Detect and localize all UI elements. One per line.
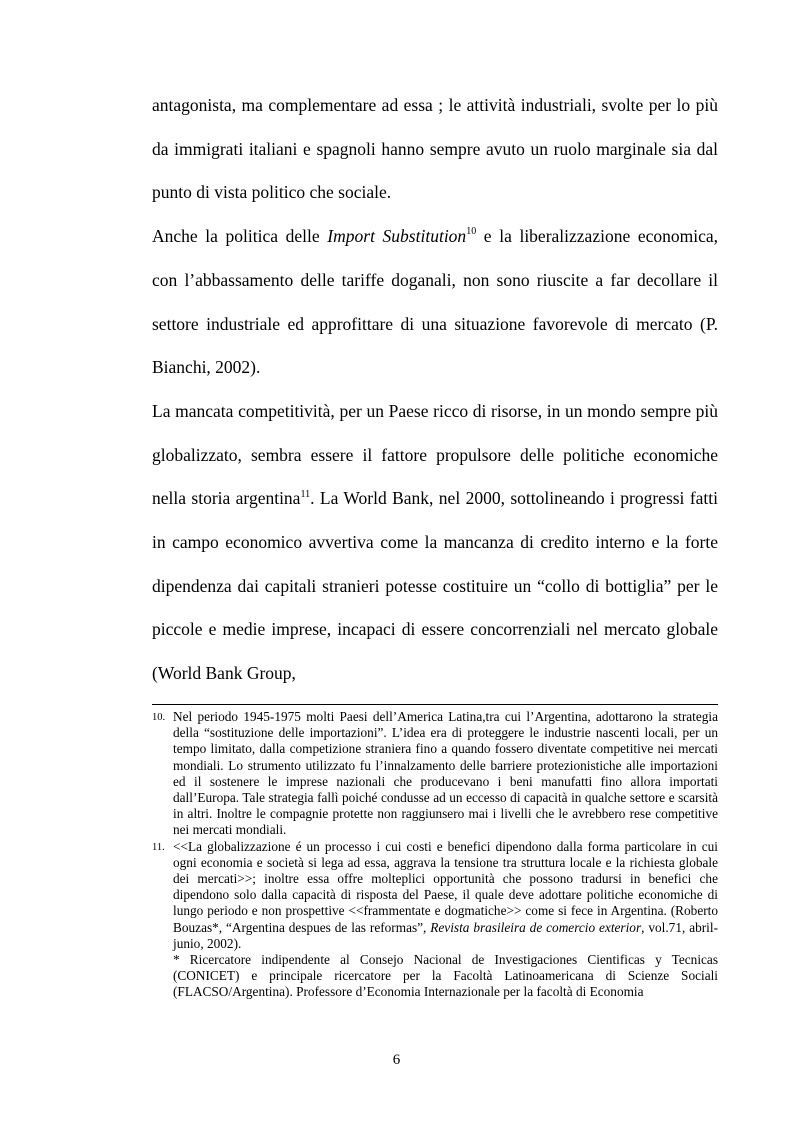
- footnote-separator: [152, 704, 718, 705]
- paragraph-2-text-a: Anche la politica delle: [152, 226, 328, 247]
- paragraph-2: [152, 215, 718, 390]
- paragraph-1: antagonista, ma complementare ad essa ; le attività industriali, svolte per lo più da immigrati italiani e spagnoli hanno sempre avuto un ruolo marginale sia dal punto di vista politico che sociale.: [152, 95, 718, 203]
- footnote-10-number: 10.: [152, 712, 166, 723]
- paragraph-3: [152, 390, 718, 696]
- import-substitution-term: Import Substitution: [327, 226, 467, 247]
- author-note: * Ricercatore indipendente al Consejo Nacional de Investigaciones Cientificas y Tecnicas (CONICET) e principale ricercatore per la Facoltà Latinoamericana di Scienze Sociali (FLACSO/Argentina). Professore d’Economia Internazionale per la facoltà di Economia: [173, 952, 718, 1000]
- footnote-11-text-b: , vol.71, abril-junio, 2002).: [173, 919, 718, 951]
- footnote-10: [152, 709, 718, 839]
- footnote-11: [152, 839, 718, 952]
- paragraph-3-text-b: . La World Bank, nel 2000, sottolineando i progressi fatti in campo economico avvertiva come la mancanza di credito interno e la forte dipendenza dai capitali stranieri potesse costituire un “collo di bottiglia” per le piccole e medie imprese, incapaci di essere concorrenziali nel mercato globale (World Bank Group,: [152, 488, 718, 684]
- footnote-11-journal: Revista brasileira de comercio exterior: [430, 919, 642, 935]
- footnotes: [152, 709, 718, 1001]
- footnote-ref-10[interactable]: 10: [466, 226, 477, 238]
- paragraph-3-text-a: La mancata competitività, per un Paese ricco di risorse, in un mondo sempre più globalizzato, sembra essere il fattore propulsore delle politiche economiche nella storia argentina: [152, 400, 718, 509]
- main-text: [152, 84, 718, 696]
- paragraph-2-text-b: e la liberalizzazione economica, con l’abbassamento delle tariffe doganali, non sono riuscite a far decollare il settore industriale ed approfittare di una situazione favorevole di mercato (P. Bianchi, 2002).: [152, 226, 719, 378]
- page-number: 6: [392, 1052, 401, 1068]
- footnote-11-text-a: <<La globalizzazione é un processo i cui costi e benefici dipendono dalla forma particolare in cui ogni economia e società si lega ad essa, aggrava la tensione tra struttura locale e la richiesta globale dei mercati>>; inoltre essa offre molteplici opportunità che possono tradursi in benefici che dipendono solo dalla capacità di risposta del Paese, il quale deve adottare politiche economiche di lungo periodo e non prospettive <<frammentate e dogmatiche>> come si fece in Argentina. (Roberto Bouzas*, “Argentina despues de las reformas”,: [173, 838, 718, 935]
- footnote-10-text: Nel periodo 1945-1975 molti Paesi dell’America Latina,tra cui l’Argentina, adottarono la strategia della “sostituzione delle importazioni”. L’idea era di proteggere le industrie nascenti locali, per un tempo limitato, dalla competizione straniera fino a quando fossero diventate competitive nei mercati mondiali. Lo strumento utilizzato fu l’innalzamento delle barriere protezionistiche alle importazioni ed il sostenere le imprese nazionali che producevano i beni manufatti fino allora importati dall’Europa. Tale strategia fallì poiché condusse ad un eccesso di capacità in qualche settore e scarsità in altri. Inoltre le compagnie protette non raggiunsero mai i livelli che le avrebbero rese competitive nei mercati mondiali.: [173, 709, 718, 838]
- footnote-11-number: 11.: [152, 841, 165, 853]
- footnote-ref-11[interactable]: 11: [300, 488, 311, 500]
